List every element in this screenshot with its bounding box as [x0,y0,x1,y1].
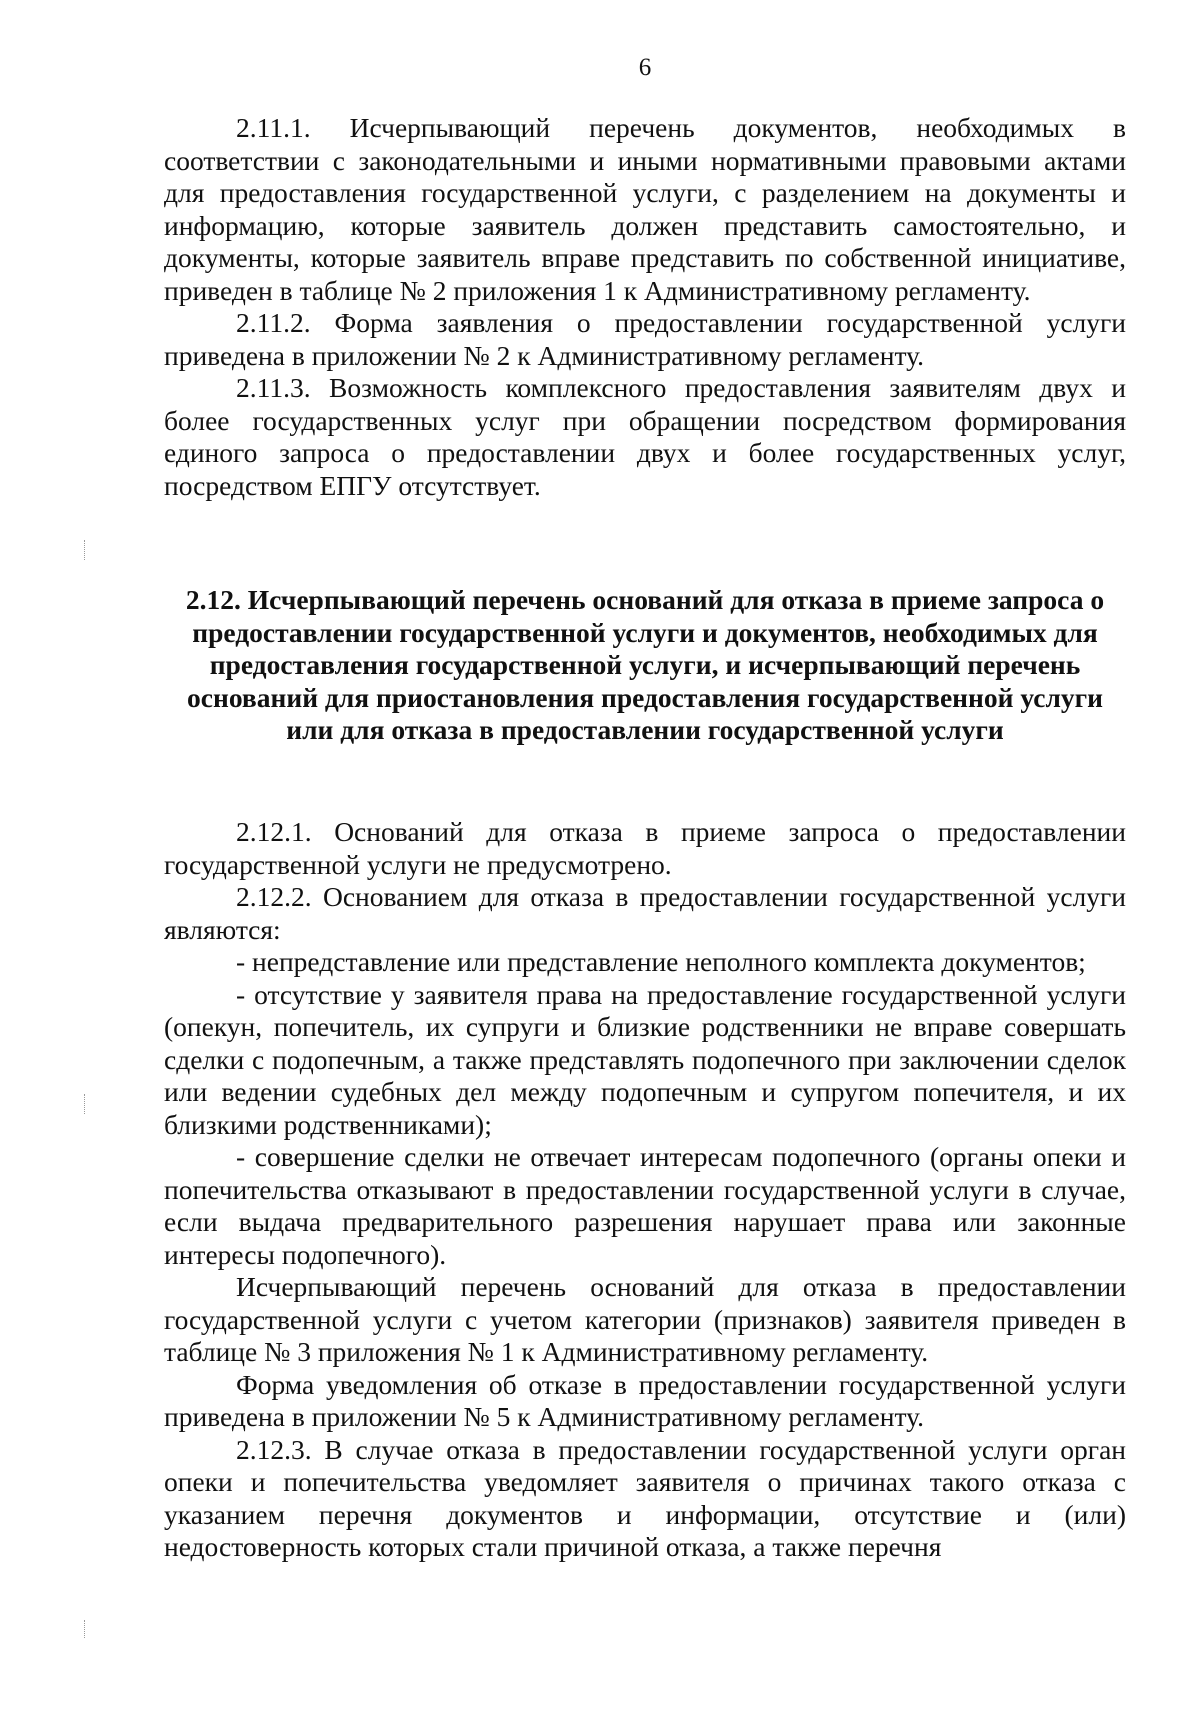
paragraph-2-11-2: 2.11.2. Форма заявления о предоставлении государственной услуги приведена в приложении № 2 к Административному регламенту. [164,307,1126,371]
refusal-ground-item: - непредставление или представление неполного комплекта документов; [236,946,1086,977]
paragraph-exhaustive-list: Исчерпывающий перечень оснований для отказа в предоставлении государственной услуги с учетом категории (признаков) заявителя приведен в таблице № 3 приложения № 1 к Административному регламенту. [164,1271,1126,1367]
paragraph-notice-form: Форма уведомления об отказе в предоставлении государственной услуги приведена в приложении № 5 к Административному регламенту. [164,1368,1126,1432]
refusal-ground-item: - совершение сделки не отвечает интересам подопечного (органы опеки и попечительства отказывают в предоставлении государственной услуги в случае, если выдача предварительного разрешения нарушает права или законные интересы подопечного). [164,1141,1126,1270]
binding-margin-mark [84,1620,87,1638]
binding-margin-mark [84,1094,87,1114]
section-2-11-text [164,112,1126,502]
section-2-12-heading: 2.12. Исчерпывающий перечень оснований для отказа в приеме запроса о предоставлении государственной услуги и документов, необходимых для предоставления государственной услуги, и исчерпывающий перечень оснований для приостановления предоставления государственной услуги или для отказа в предоставлении государственной услуги [185,584,1105,745]
refusal-ground-item: - отсутствие у заявителя права на предоставление государственной услуги (опекун, попечитель, их супруги и близкие родственники не вправе совершать сделки с подопечным, а также представлять подопечного при заключении сделок или ведении судебных дел между подопечным и супругом попечителя, и их близкими родственниками); [164,978,1126,1140]
section-2-12-text [164,816,1126,1564]
binding-margin-mark [84,540,87,560]
paragraph-2-12-1: 2.12.1. Оснований для отказа в приеме запроса о предоставлении государственной услуги не предусмотрено. [164,816,1126,880]
paragraph-2-11-3: 2.11.3. Возможность комплексного предоставления заявителям двух и более государственных услуг при обращении посредством формирования единого запроса о предоставлении двух и более государственных услуг, посредством ЕПГУ отсутствует. [164,372,1126,501]
paragraph-2-11-1: 2.11.1. Исчерпывающий перечень документов, необходимых в соответствии с законодательными и иными нормативными правовыми актами для предоставления государственной услуги, с разделением на документы и информацию, которые заявитель должен представить самостоятельно, и документы, которые заявитель вправе представить по собственной инициативе, приведен в таблице № 2 приложения 1 к Административному регламенту. [164,112,1126,306]
page-number: 6 [638,54,652,81]
paragraph-2-12-3: 2.12.3. В случае отказа в предоставлении государственной услуги орган опеки и попечительства уведомляет заявителя о причинах такого отказа с указанием перечня документов и информации, отсутствие и (или) недостоверность которых стали причиной отказа, а также перечня [164,1433,1126,1562]
paragraph-2-12-2: 2.12.2. Основанием для отказа в предоставлении государственной услуги являются: [164,881,1126,945]
